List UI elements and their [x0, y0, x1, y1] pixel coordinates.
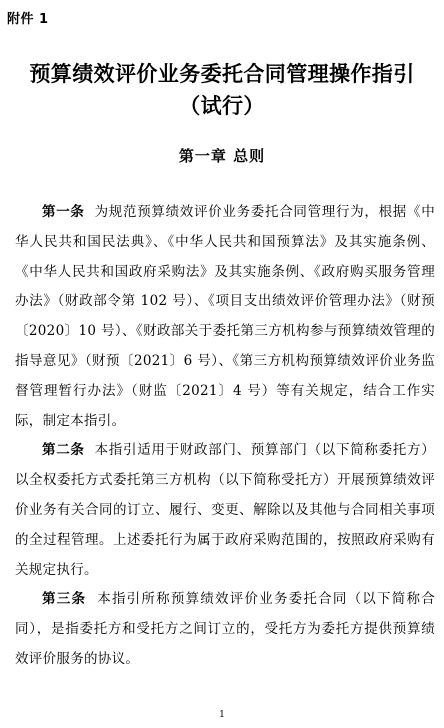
article-text: 本指引适用于财政部门、预算部门（以下简称委托方）以全权委托方式委托第三方机构（以下简称受托方）开展预算绩效评价业务有关合同的订立、履行、变更、解除以及其他与合同相关事项的全过程管理。上述委托行为属于政府采购范围的，按照政府采购有关规定执行。: [15, 442, 435, 578]
document-body: [15, 198, 435, 675]
article-text: 为规范预算绩效评价业务委托合同管理行为，根据《中华人民共和国民法典》、《中华人民共和国预算法》及其实施条例、《中华人民共和国政府采购法》及其实施条例、《政府购买服务管理办法》（财政部令第 102 号）、《项目支出绩效评价管理办法》（财预〔2020〕10 号）、《财政部关于委托第三方机构参与预算绩效管理的指导意见》（财预〔2021〕6 号）、《第三方机构预算绩效评价业务监督管理暂行办法》（财监〔2021〕4 号）等有关规定，结合工作实际，制定本指引。: [15, 204, 435, 429]
article-1: [15, 198, 435, 436]
article-number: 第一条: [42, 204, 85, 220]
chapter-heading: 第一章 总则: [178, 147, 266, 165]
article-number: 第三条: [42, 591, 87, 608]
document-subtitle: （试行）: [179, 93, 265, 118]
article-text: 本指引所称预算绩效评价业务委托合同（以下简称合同），是指委托方和受托方之间订立的，受托方为委托方提供预算绩效评价服务的协议。: [15, 591, 436, 667]
article-2: [15, 436, 435, 585]
attachment-label: 附件 1: [7, 12, 49, 27]
page-number: 1: [219, 710, 225, 720]
article-3: [15, 585, 435, 674]
article-number: 第二条: [42, 442, 85, 459]
document-title: 预算绩效评价业务委托合同管理操作指引: [29, 61, 415, 86]
